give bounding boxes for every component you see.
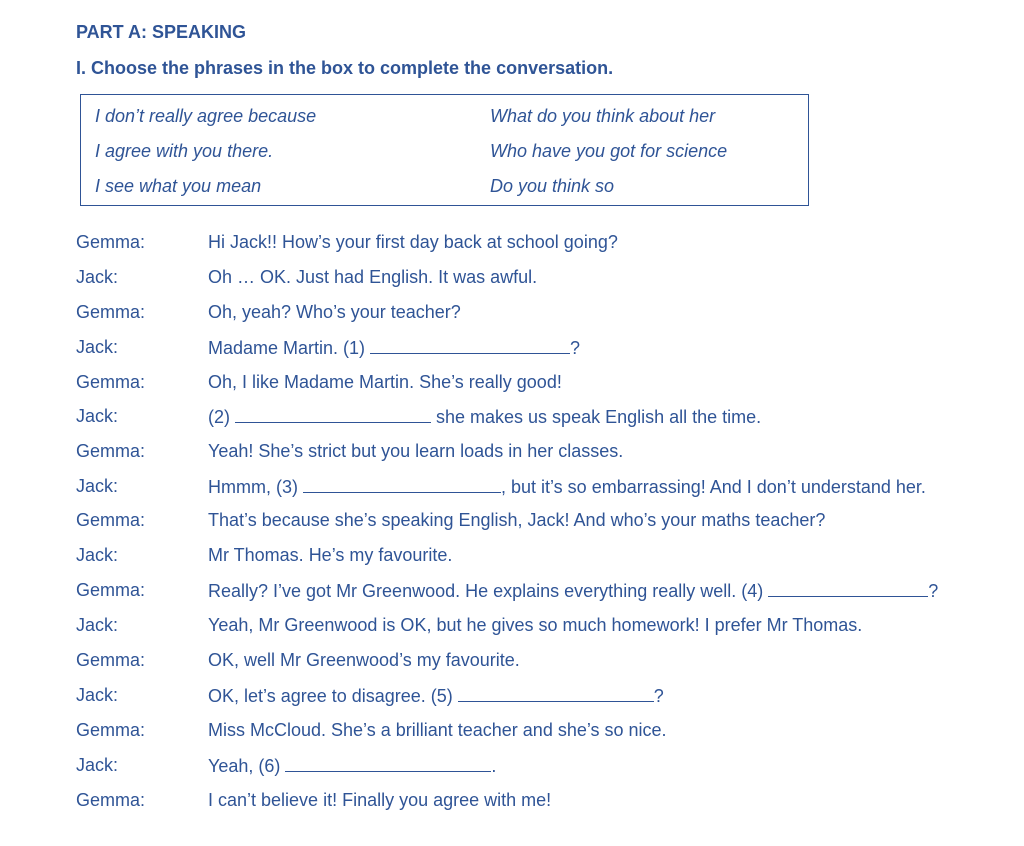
utterance: Miss McCloud. She’s a brilliant teacher and she’s so nice. [208,720,667,740]
phrase-option: What do you think about her [490,106,716,126]
phrase-option: Do you think so [490,176,615,196]
speaker-name: Jack: [76,267,119,287]
section-title: PART A: SPEAKING [76,22,247,42]
answer-blank-1[interactable] [370,337,570,354]
utterance: Mr Thomas. He’s my favourite. [208,545,453,565]
answer-blank-6[interactable] [285,755,491,772]
utterance: Yeah, Mr Greenwood is OK, but he gives so much homework! I prefer Mr Thomas. [208,615,863,635]
utterance: Yeah, (6) . [208,756,497,776]
phrase-option: I don’t really agree because [95,106,317,126]
utterance: Oh, I like Madame Martin. She’s really good! [208,372,562,392]
utterance: I can’t believe it! Finally you agree with me! [208,790,552,810]
speaker-name: Gemma: [76,372,146,392]
speaker-name: Gemma: [76,790,146,810]
speaker-name: Jack: [76,545,119,565]
utterance: Hmmm, (3) , but it’s so embarrassing! And I don’t understand her. [208,477,926,497]
speaker-name: Jack: [76,337,119,357]
speaker-name: Gemma: [76,650,146,670]
speaker-name: Jack: [76,476,119,496]
utterance: OK, well Mr Greenwood’s my favourite. [208,650,520,670]
utterance: That’s because she’s speaking English, Jack! And who’s your maths teacher? [208,510,826,530]
phrase-box [80,94,809,206]
utterance: Really? I’ve got Mr Greenwood. He explains everything really well. (4) ? [208,581,939,601]
utterance: Oh, yeah? Who’s your teacher? [208,302,461,322]
answer-blank-2[interactable] [235,406,431,423]
phrase-option: Who have you got for science [490,141,728,161]
answer-blank-5[interactable] [458,685,654,702]
answer-blank-4[interactable] [768,580,928,597]
speaker-name: Gemma: [76,720,146,740]
speaker-name: Gemma: [76,580,146,600]
speaker-name: Jack: [76,685,119,705]
utterance: (2) she makes us speak English all the time. [208,407,762,427]
speaker-name: Jack: [76,615,119,635]
phrase-option: I see what you mean [95,176,262,196]
speaker-name: Gemma: [76,510,146,530]
utterance: Yeah! She’s strict but you learn loads in her classes. [208,441,624,461]
utterance: Oh … OK. Just had English. It was awful. [208,267,538,287]
speaker-name: Gemma: [76,232,146,252]
answer-blank-3[interactable] [303,476,501,493]
utterance: OK, let’s agree to disagree. (5) ? [208,686,664,706]
speaker-name: Gemma: [76,441,146,461]
speaker-name: Jack: [76,755,119,775]
speaker-name: Gemma: [76,302,146,322]
utterance: Hi Jack!! How’s your first day back at school going? [208,232,618,252]
utterance: Madame Martin. (1) ? [208,338,581,358]
phrase-option: I agree with you there. [95,141,274,161]
exercise-instruction: I. Choose the phrases in the box to complete the conversation. [76,58,614,78]
speaker-name: Jack: [76,406,119,426]
